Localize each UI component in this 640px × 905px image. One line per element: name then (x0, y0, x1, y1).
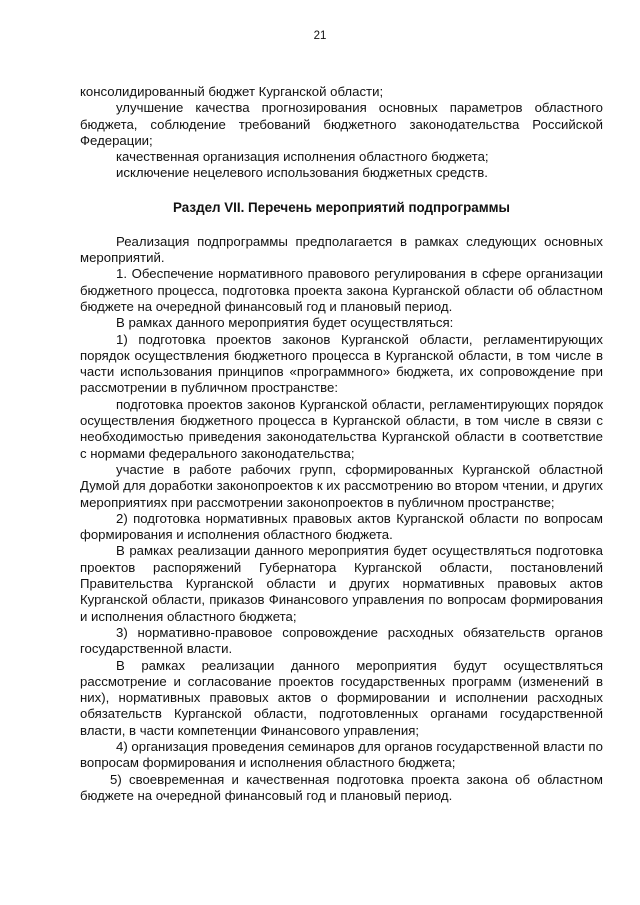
paragraph-1: Реализация подпрограммы предполагается в рамках следующих основных мероприятий. (80, 233, 603, 266)
document-body (80, 84, 603, 804)
paragraph-6: участие в работе рабочих групп, сформированных Курганской областной Думой для доработки законопроектов к их рассмотрению во втором чтении, и других мероприятиях при рассмотрении законопроектов в публичном пространстве; (80, 461, 603, 510)
paragraph-10: В рамках реализации данного мероприятия будут осуществляться рассмотрение и согласование проектов государственных программ (изменений в них), нормативных правовых актов о формировании и исполнении расходных обязательств Курганской области, подготовленных органами государственной власти, в части компетенции Финансового управления; (80, 657, 603, 738)
intro-paragraph-3: качественная организация исполнения областного бюджета; (116, 149, 489, 165)
paragraph-11: 4) организация проведения семинаров для органов государственной власти по вопросам формирования и исполнения областного бюджета; (80, 738, 603, 771)
paragraph-4: 1) подготовка проектов законов Курганской области, регламентирующих порядок осуществления бюджетного процесса в Курганской области, в том числе в части использования принципов «программного» бюджета, их сопровождение при рассмотрении в публичном пространстве: (80, 331, 603, 396)
paragraph-9: 3) нормативно-правовое сопровождение расходных обязательств органов государственной власти. (80, 624, 603, 657)
intro-paragraph-2: улучшение качества прогнозирования основных параметров областного бюджета, соблюдение требований бюджетного законодательства Российской Федерации; (80, 100, 603, 148)
paragraph-5: подготовка проектов законов Курганской области, регламентирующих порядок осуществления бюджетного процесса в Курганской области, в том числе в связи с необходимостью приведения законодательства Курганской области в соответствие с нормами федерального законодательства; (80, 396, 603, 461)
paragraph-3: В рамках данного мероприятия будет осуществляться: (116, 315, 454, 331)
paragraph-8: В рамках реализации данного мероприятия будет осуществляться подготовка проектов распоряжений Губернатора Курганской области, постановлений Правительства Курганской области и других нормативных правовых актов Курганской области, приказов Финансового управления по вопросам формирования и исполнения областного бюджета; (80, 543, 603, 624)
paragraph-12: 5) своевременная и качественная подготовка проекта закона об областном бюджете на очередной финансовый год и плановый период. (80, 771, 603, 803)
section-title: Раздел VII. Перечень мероприятий подпрограммы (173, 199, 510, 215)
page-number: 21 (313, 30, 327, 42)
intro-paragraph-4: исключение нецелевого использования бюджетных средств. (116, 165, 488, 181)
paragraph-7: 2) подготовка нормативных правовых актов Курганской области по вопросам формирования и исполнения областного бюджета. (80, 510, 603, 543)
intro-paragraph-1: консолидированный бюджет Курганской области; (80, 84, 384, 99)
paragraph-2: 1. Обеспечение нормативного правового регулирования в сфере организации бюджетного процесса, подготовка проекта закона Курганской области об областном бюджете на очередной финансовый год и плановый период. (80, 266, 603, 314)
